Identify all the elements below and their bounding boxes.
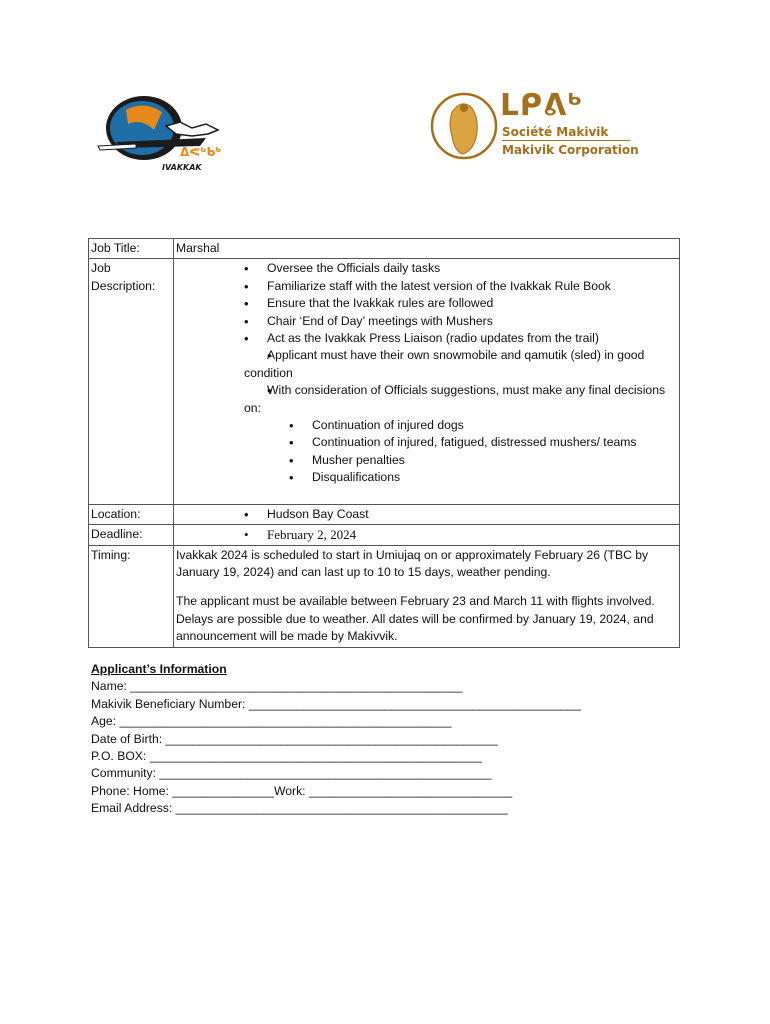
- location-label: Location:: [89, 504, 174, 524]
- decision-item: • Musher penalties: [176, 452, 677, 469]
- location-value: • Hudson Bay Coast: [176, 506, 677, 523]
- ivakkak-syllabics: ᐃᕙᒃᑲᒃ: [180, 145, 222, 159]
- phone-field[interactable]: Phone: Home: _______________Work: ______________________________: [91, 783, 513, 798]
- ivakkak-logo: [96, 90, 230, 172]
- deadline-cell: [174, 525, 680, 545]
- job-title-label: Job Title:: [89, 239, 174, 259]
- duty-item: • Familiarize staff with the latest version of the Ivakkak Rule Book: [176, 278, 677, 295]
- timing-label: Timing:: [89, 545, 174, 647]
- timing-row: [89, 545, 680, 647]
- decision-item: • Disqualifications: [176, 469, 677, 486]
- duty-item: • Applicant must have their own snowmobile and qamutik (sled) in good condition: [176, 347, 677, 382]
- location-row: [89, 504, 680, 524]
- applicant-section: [91, 661, 691, 818]
- duty-item: • Chair ‘End of Day’ meetings with Mushers: [176, 313, 677, 330]
- job-title-row: [89, 239, 680, 259]
- job-description-cell: [174, 259, 680, 504]
- applicant-heading: Applicant’s Information: [91, 662, 227, 676]
- po-box-field[interactable]: P.O. BOX: _________________________________________________: [91, 749, 482, 764]
- name-field[interactable]: Name: _________________________________________________: [91, 679, 463, 694]
- duty-item: • Oversee the Officials daily tasks: [176, 260, 677, 277]
- job-table: [88, 238, 680, 648]
- duty-item: • Act as the Ivakkak Press Liaison (radio updates from the trail): [176, 330, 677, 347]
- decisions-list: [176, 417, 677, 487]
- duty-item: • With consideration of Officials suggestions, must make any final decisions on:: [176, 382, 677, 417]
- timing-paragraph-1: Ivakkak 2024 is scheduled to start in Umiujaq on or approximately February 26 (TBC by January 19, 2024) and can last up to 10 to 15 days, weather pending.: [176, 547, 649, 579]
- email-field[interactable]: Email Address: _________________________________________________: [91, 801, 508, 816]
- makivik-name-fr: Société Makivik: [502, 125, 609, 139]
- community-field[interactable]: Community: _________________________________________________: [91, 766, 492, 781]
- job-title-value: Marshal: [174, 239, 680, 259]
- duty-item: • Ensure that the Ivakkak rules are followed: [176, 295, 677, 312]
- duties-list: [176, 260, 677, 417]
- decision-item: • Continuation of injured, fatigued, distressed mushers/ teams: [176, 434, 677, 451]
- age-field[interactable]: Age: _________________________________________________: [91, 714, 452, 729]
- decision-item: • Continuation of injured dogs: [176, 417, 677, 434]
- ivakkak-wordmark: IVAKKAK: [162, 163, 202, 172]
- beneficiary-number-field[interactable]: Makivik Beneficiary Number: _________________________________________________: [91, 696, 581, 711]
- timing-paragraph-2: The applicant must be available between February 23 and March 11 with flights involved. Delays are possible due to weather. All dates will be confirmed by January 19, 2024, and announcement will be made by Makivvik.: [176, 594, 655, 644]
- date-of-birth-field[interactable]: Date of Birth: _________________________________________________: [91, 731, 498, 746]
- location-cell: [174, 504, 680, 524]
- job-description-label: Job Description:: [89, 259, 174, 504]
- timing-cell: [174, 545, 680, 647]
- makivik-syllabics: ᒪᑭᕕᒃ: [500, 88, 584, 123]
- deadline-value: • February 2, 2024: [176, 526, 677, 543]
- makivik-divider: [502, 140, 630, 141]
- deadline-row: [89, 525, 680, 545]
- makivik-name-en: Makivik Corporation: [502, 143, 639, 157]
- job-description-row: [89, 259, 680, 504]
- deadline-label: Deadline:: [89, 525, 174, 545]
